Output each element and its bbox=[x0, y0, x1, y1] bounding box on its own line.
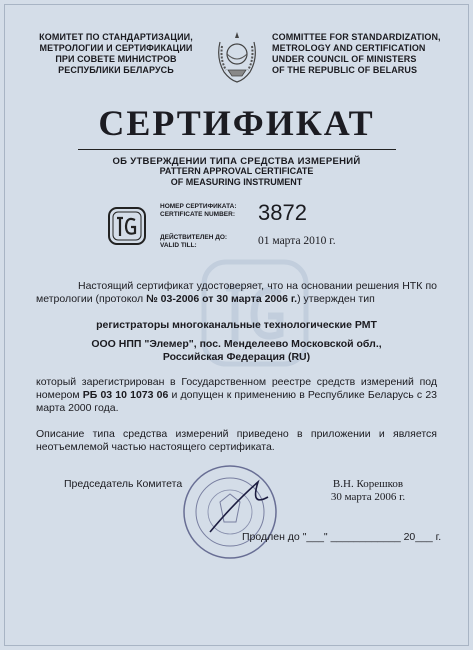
manufacturer-line-1: ООО НПП "Элемер", пос. Менделеево Московской обл., bbox=[91, 338, 382, 350]
valid-till-label-ru: ДЕЙСТВИТЕЛЕН ДО: bbox=[160, 234, 228, 241]
p2-start: который зарегистрирован в Государственном реестре средств измерений под номером bbox=[36, 376, 437, 401]
valid-till-label-en: VALID TILL: bbox=[160, 242, 197, 249]
cert-number-label-ru: НОМЕР СЕРТИФИКАТА: bbox=[160, 203, 237, 210]
paragraph-registered bbox=[36, 376, 437, 415]
header-left-line: КОМИТЕТ ПО СТАНДАРТИЗАЦИИ, bbox=[39, 32, 193, 42]
signatory-name: В.Н. Корешков bbox=[332, 478, 404, 490]
cert-number-label bbox=[160, 203, 237, 219]
header-left-line: РЕСПУБЛИКИ БЕЛАРУСЬ bbox=[58, 65, 174, 75]
protocol-number: № 03-2006 от 30 марта 2006 г. bbox=[146, 293, 298, 305]
register-number: РБ 03 10 1073 06 bbox=[82, 389, 169, 401]
certificate-number: 3872 bbox=[258, 200, 307, 225]
header-right-line: UNDER COUNCIL OF MINISTERS bbox=[272, 54, 417, 64]
p1-start: Настоящий сертификат удостоверяет, что на основании решения НТК по метрологии (протокол bbox=[36, 280, 437, 305]
extension-line: Продлен до "___" ____________ 20___ г. bbox=[242, 531, 442, 543]
subtitle-rule bbox=[78, 149, 396, 150]
p1-end: ) утвержден тип bbox=[297, 293, 375, 305]
cert-number-label-en: CERTIFICATE NUMBER: bbox=[160, 211, 235, 218]
document-subtitle bbox=[0, 145, 473, 167]
document-subtitle-en bbox=[0, 166, 473, 188]
header-left-line: МЕТРОЛОГИИ И СЕРТИФИКАЦИИ bbox=[39, 43, 193, 53]
signature-date: 30 марта 2006 г. bbox=[330, 491, 406, 503]
document-title: СЕРТИФИКАТ bbox=[98, 103, 375, 143]
p2-end: и допущен к применению в Республике Беларусь с 23 марта 2000 года. bbox=[36, 389, 438, 414]
instrument-type: регистраторы многоканальные технологические РМТ bbox=[96, 319, 377, 331]
paragraph-description bbox=[36, 428, 437, 454]
header-right-line: COMMITTEE FOR STANDARDIZATION, bbox=[272, 32, 441, 42]
header-left-line: ПРИ СОВЕТЕ МИНИСТРОВ bbox=[55, 54, 177, 64]
header-right-line: METROLOGY AND CERTIFICATION bbox=[272, 43, 426, 53]
p3-text: Описание типа средства измерений приведено в приложении и является неотъемлемой частью настоящего сертификата. bbox=[36, 428, 437, 453]
state-emblem-icon bbox=[212, 30, 262, 84]
paragraph-certifies bbox=[36, 280, 437, 306]
signatory-block bbox=[308, 478, 428, 504]
committee-logo-icon bbox=[107, 206, 147, 246]
signatory-position: Председатель Комитета bbox=[64, 478, 183, 490]
header-right-line: OF THE REPUBLIC OF BELARUS bbox=[272, 65, 418, 75]
valid-till-date: 01 марта 2010 г. bbox=[258, 235, 336, 247]
manufacturer-line-2: Российская Федерация (RU) bbox=[162, 351, 311, 363]
subtitle-en-line: OF MEASURING INSTRUMENT bbox=[170, 177, 303, 187]
valid-till-label bbox=[160, 234, 227, 250]
official-stamp-icon bbox=[180, 462, 280, 562]
header-right-en bbox=[272, 32, 442, 76]
subtitle-en-line: PATTERN APPROVAL CERTIFICATE bbox=[159, 166, 314, 176]
subtitle-text: ОБ УТВЕРЖДЕНИИ ТИПА СРЕДСТВА ИЗМЕРЕНИЙ bbox=[112, 156, 361, 167]
header-left-ru bbox=[36, 32, 196, 76]
